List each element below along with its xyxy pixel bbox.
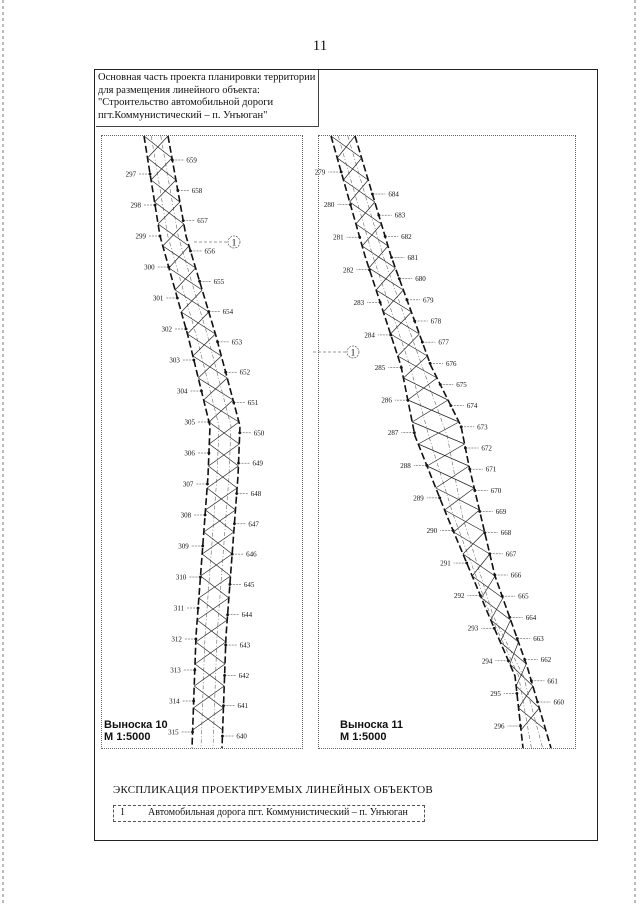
point-label: 681 [407, 254, 419, 262]
point-label: 313 [170, 666, 181, 675]
hatch-line [204, 378, 228, 400]
point-label: 294 [481, 657, 493, 666]
callout-panel-10 [101, 135, 303, 749]
point-label: 649 [252, 459, 264, 468]
hatch-line [454, 532, 490, 554]
hatch-line [398, 334, 420, 356]
hatch-line [510, 642, 519, 664]
point-label: 311 [173, 604, 185, 613]
point-label: 665 [518, 592, 529, 601]
object-marker-label: 1 [231, 237, 237, 248]
point-label: 308 [180, 511, 192, 520]
point-label: 640 [236, 732, 247, 741]
point-label: 656 [204, 247, 215, 256]
point-label: 290 [426, 526, 438, 535]
hatch-line [202, 532, 234, 554]
point-label: 682 [401, 232, 412, 241]
point-label: 282 [343, 266, 354, 275]
hatch-line [205, 488, 237, 510]
header-line: Основная часть проекта планировки территории [98, 72, 316, 83]
point-label: 284 [364, 331, 375, 340]
point-label: 291 [440, 559, 451, 568]
hatch-line [181, 290, 202, 312]
point-label: 658 [191, 186, 203, 195]
hatch-line [343, 158, 361, 180]
hatch-line [350, 180, 369, 202]
hatch-line [148, 136, 168, 158]
hatch-line [472, 554, 490, 576]
explication-row [113, 805, 425, 822]
point-label: 293 [467, 624, 479, 633]
hatch-line [412, 400, 448, 422]
hatch-line [445, 510, 485, 532]
hatch-line [391, 312, 412, 334]
point-label: 285 [374, 364, 386, 373]
point-label: 283 [353, 298, 365, 307]
point-label: 296 [494, 722, 505, 731]
point-label: 280 [323, 201, 335, 210]
road-axis [348, 136, 543, 748]
point-label: 295 [490, 689, 501, 698]
point-label: 299 [135, 232, 146, 241]
header-line: для размещения линейного объекта: [98, 84, 260, 96]
point-label: 641 [237, 702, 249, 711]
point-label: 677 [438, 338, 449, 347]
callout-title-10: Выноска 10 М 1:5000 [104, 719, 168, 743]
scan-edge-left [2, 0, 4, 905]
hatch-line [207, 466, 238, 488]
point-label: 310 [175, 573, 187, 582]
hatch-line [151, 158, 172, 180]
hatch-line [193, 334, 216, 356]
point-label: 679 [422, 296, 434, 305]
point-label: 680 [415, 275, 426, 284]
hatch-line [337, 136, 355, 158]
point-label: 642 [238, 671, 250, 680]
road-axis [161, 136, 231, 748]
hatch-line [519, 708, 546, 730]
point-label: 650 [253, 429, 265, 438]
hatch-line [481, 576, 495, 598]
point-label: 661 [547, 677, 558, 686]
point-label: 315 [168, 728, 179, 737]
object-marker-label: 1 [350, 347, 356, 358]
point-label: 674 [466, 402, 478, 411]
hatch-line [445, 488, 475, 510]
hatch-line [383, 290, 403, 312]
point-label: 669 [495, 508, 507, 516]
point-label: 300 [144, 263, 155, 272]
hatch-line [197, 598, 229, 620]
hatch-line [519, 686, 533, 708]
point-label: 645 [243, 580, 255, 589]
hatch-line [196, 620, 227, 642]
point-label: 286 [381, 396, 392, 405]
point-label: 644 [241, 611, 253, 620]
hatch-line [481, 598, 510, 620]
hatch-line [403, 378, 448, 400]
legend-key: 1 [120, 807, 125, 818]
point-label: 279 [314, 168, 326, 177]
point-label: 287 [387, 429, 399, 438]
point-label: 302 [161, 325, 173, 334]
point-label: 676 [446, 359, 457, 368]
point-label: 655 [213, 277, 225, 286]
point-label: 670 [490, 486, 502, 495]
hatch-line [199, 576, 231, 598]
point-label: 646 [246, 550, 257, 559]
point-label: 664 [525, 613, 537, 622]
point-label: 298 [130, 201, 142, 210]
point-label: 654 [222, 308, 234, 317]
hatch-line [208, 444, 239, 466]
callout-map-10 [102, 136, 302, 748]
scan-edge-right [634, 0, 636, 905]
callout-panel-11 [314, 135, 576, 749]
hatch-line [436, 466, 469, 488]
point-label: 312 [171, 635, 182, 644]
hatch-line [201, 554, 233, 576]
point-label: 648 [250, 489, 262, 498]
hatch-line [155, 180, 176, 202]
point-label: 297 [125, 170, 137, 179]
point-label: 305 [184, 418, 196, 427]
hatch-line [427, 444, 465, 466]
point-label: 651 [247, 399, 259, 408]
hatch-line [158, 202, 180, 224]
callout-title-11: Выноска 11 М 1:5000 [340, 719, 403, 743]
hatch-line [169, 246, 189, 268]
point-label: 304 [176, 387, 188, 396]
hatch-line [516, 664, 526, 686]
legend-label: Автомобильная дорога пгт. Коммунистический – п. Унъюган [148, 807, 408, 818]
point-label: 309 [178, 542, 189, 551]
hatch-line [209, 400, 233, 422]
page-number: 11 [312, 38, 328, 54]
boundary-right [355, 136, 551, 748]
point-label: 660 [553, 698, 565, 707]
hatch-line [163, 224, 184, 246]
point-label: 307 [182, 480, 194, 489]
hatch-line [500, 620, 510, 642]
hatch-line [362, 224, 381, 246]
point-label: 684 [388, 190, 399, 199]
point-label: 643 [239, 641, 251, 650]
point-label: 673 [477, 423, 488, 432]
point-label: 667 [505, 550, 517, 559]
point-label: 303 [169, 356, 180, 365]
hatch-line [403, 356, 427, 378]
hatch-line [408, 400, 459, 422]
point-label: 652 [239, 368, 251, 377]
point-label: 678 [430, 317, 442, 326]
callout-map-11 [314, 136, 575, 748]
hatch-line [408, 378, 437, 400]
hatch-line [356, 202, 375, 224]
point-label: 668 [500, 529, 512, 538]
point-label: 289 [413, 494, 424, 503]
point-label: 671 [485, 465, 497, 474]
point-label: 288 [400, 461, 411, 470]
hatch-line [491, 598, 503, 620]
hatch-line [418, 422, 459, 444]
point-label: 281 [333, 233, 344, 242]
hatch-line [463, 532, 485, 554]
header-line: пгт.Коммунистический – п. Унъюган" [98, 109, 268, 121]
point-label: 662 [540, 656, 552, 665]
point-label: 663 [533, 635, 544, 643]
point-label: 301 [152, 294, 164, 303]
point-label: 314 [169, 697, 180, 706]
point-label: 306 [184, 449, 195, 458]
point-label: 647 [248, 520, 259, 529]
header-line: "Строительство автомобильной дороги [98, 97, 274, 108]
point-label: 675 [456, 381, 467, 389]
point-label: 292 [453, 592, 465, 601]
hatch-line [376, 268, 395, 290]
explication-title: ЭКСПЛИКАЦИЯ ПРОЕКТИРУЕМЫХ ЛИНЕЙНЫХ ОБЪЕКТОВ [113, 784, 433, 796]
point-label: 659 [186, 156, 197, 165]
point-label: 666 [510, 571, 522, 580]
point-label: 683 [394, 211, 406, 220]
hatch-line [369, 246, 388, 268]
road-axis [338, 136, 531, 748]
point-label: 653 [231, 338, 243, 347]
hatch-line [204, 510, 236, 532]
hatch-line [454, 510, 480, 532]
drawing-header [98, 72, 338, 122]
boundary-left [331, 136, 523, 748]
point-label: 672 [481, 444, 492, 453]
hatch-line [521, 708, 539, 730]
point-label: 657 [197, 217, 208, 226]
